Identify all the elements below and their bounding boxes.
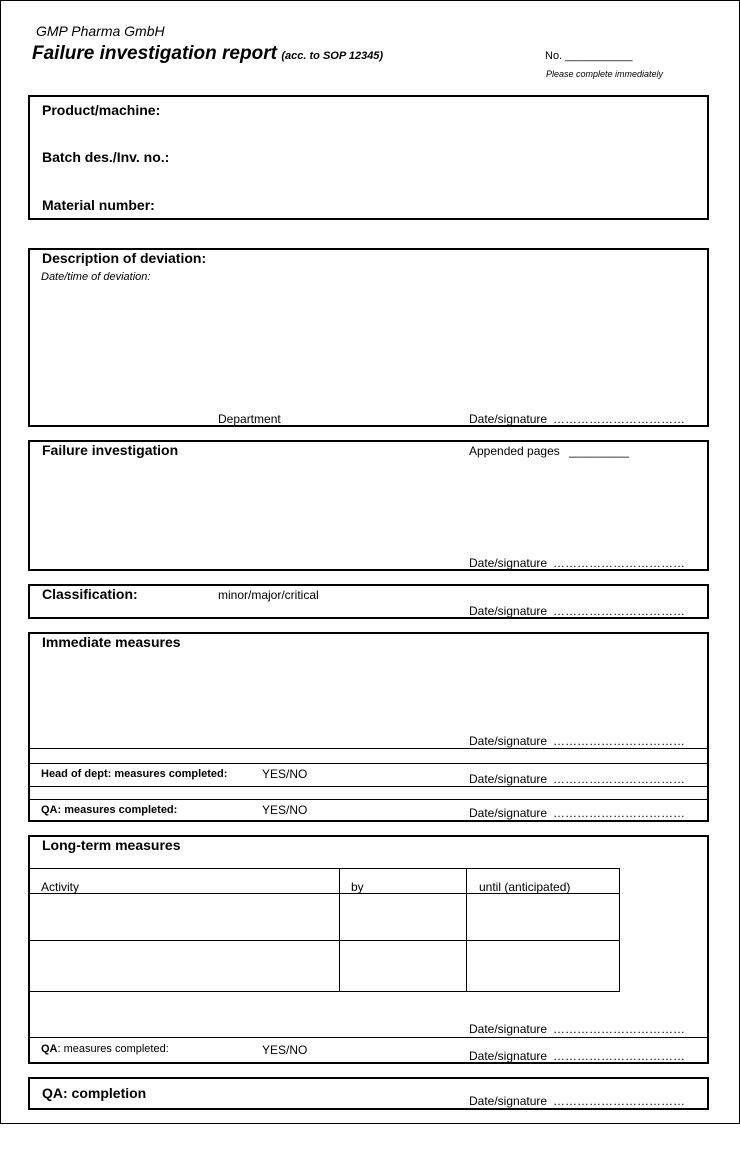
qa-completion-signature-label: Date/signature xyxy=(469,1094,548,1108)
table-cell-activity-2[interactable] xyxy=(31,942,338,990)
immediate-measures-box xyxy=(28,632,709,822)
table-header-until: until (anticipated) xyxy=(479,880,571,894)
department-label: Department xyxy=(218,412,281,426)
qa-completion-title: QA: completion xyxy=(42,1085,147,1101)
qa-longterm-signature-label: Date/signature xyxy=(469,1049,548,1063)
head-of-dept-signature-label: Date/signature xyxy=(469,772,548,786)
report-title-sop: (acc. to SOP 12345) xyxy=(281,50,384,62)
deviation-title: Description of deviation: xyxy=(42,250,207,266)
table-cell-by-2[interactable] xyxy=(341,942,465,990)
qa-longterm-signature-line[interactable]: …………………………… xyxy=(553,1049,685,1063)
table-top-rule xyxy=(30,868,620,869)
head-of-dept-yes-no[interactable]: YES/NO xyxy=(262,767,308,781)
classification-options[interactable]: minor/major/critical xyxy=(218,588,319,602)
qa-longterm-yes-no[interactable]: YES/NO xyxy=(262,1043,308,1057)
investigation-title: Failure investigation xyxy=(42,442,179,458)
head-of-dept-label: Head of dept: measures completed: xyxy=(41,768,228,780)
immediate-signature-label: Date/signature xyxy=(469,734,548,748)
table-header-activity: Activity xyxy=(41,880,80,894)
complete-note: Please complete immediately xyxy=(546,69,664,79)
qa-immediate-yes-no[interactable]: YES/NO xyxy=(262,803,308,817)
batch-label: Batch des./Inv. no.: xyxy=(42,149,170,165)
table-cell-activity-1[interactable] xyxy=(31,895,338,939)
qa-immediate-label: QA: measures completed: xyxy=(41,804,178,816)
immediate-divider-3 xyxy=(30,786,707,787)
investigation-box xyxy=(28,440,709,571)
qa-immediate-signature-label: Date/signature xyxy=(469,806,548,820)
qa-longterm-text: : measures completed: xyxy=(57,1043,169,1055)
investigation-signature-line[interactable]: …………………………… xyxy=(553,556,685,570)
qa-longterm-prefix: QA xyxy=(41,1043,58,1055)
immediate-measures-title: Immediate measures xyxy=(42,634,181,650)
classification-title: Classification: xyxy=(42,586,138,602)
material-number-label: Material number: xyxy=(42,197,155,213)
longterm-signature-label: Date/signature xyxy=(469,1022,548,1036)
report-title-text: Failure investigation report xyxy=(32,43,277,64)
table-cell-until-1[interactable] xyxy=(468,895,618,939)
immediate-divider-4 xyxy=(30,799,707,800)
investigation-signature-label: Date/signature xyxy=(469,556,548,570)
longterm-signature-line[interactable]: …………………………… xyxy=(553,1022,685,1036)
longterm-divider xyxy=(30,1037,707,1038)
longterm-measures-title: Long-term measures xyxy=(42,837,181,853)
deviation-signature-line[interactable]: …………………………… xyxy=(553,412,685,426)
immediate-divider-1 xyxy=(30,748,707,749)
classification-signature-line[interactable]: …………………………… xyxy=(553,604,685,618)
table-col-rule-2 xyxy=(466,868,467,992)
immediate-signature-line[interactable]: …………………………… xyxy=(553,734,685,748)
report-title xyxy=(32,43,383,65)
table-cell-by-1[interactable] xyxy=(341,895,465,939)
table-right-rule xyxy=(619,868,620,992)
head-of-dept-signature-line[interactable]: …………………………… xyxy=(553,772,685,786)
report-number-field[interactable]: No. ___________ xyxy=(545,50,633,62)
appended-pages-field[interactable]: _________ xyxy=(569,444,630,458)
qa-completion-signature-line[interactable]: …………………………… xyxy=(553,1094,685,1108)
product-machine-label: Product/machine: xyxy=(42,102,161,118)
table-row-rule xyxy=(30,940,620,941)
qa-immediate-signature-line[interactable]: …………………………… xyxy=(553,806,685,820)
table-col-rule-1 xyxy=(339,868,340,992)
table-cell-until-2[interactable] xyxy=(468,942,618,990)
company-name: GMP Pharma GmbH xyxy=(36,23,165,39)
table-header-by: by xyxy=(351,880,364,894)
qa-longterm-label xyxy=(41,1043,169,1055)
immediate-divider-2 xyxy=(30,763,707,764)
deviation-datetime-label: Date/time of deviation: xyxy=(41,271,151,283)
appended-pages-label: Appended pages xyxy=(469,444,560,458)
classification-signature-label: Date/signature xyxy=(469,604,548,618)
table-bottom-rule xyxy=(30,991,620,992)
deviation-signature-label: Date/signature xyxy=(469,412,548,426)
